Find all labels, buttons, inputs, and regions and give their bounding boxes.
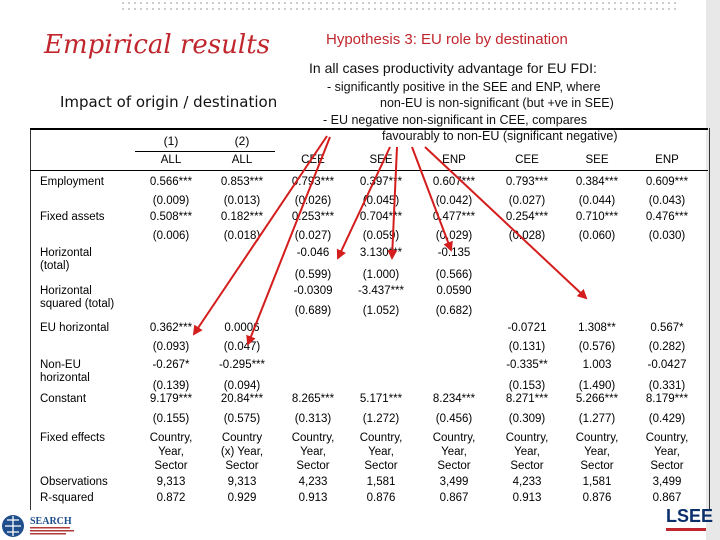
- row-label: EU horizontal: [40, 322, 110, 334]
- table-cell: 0.254***: [505, 211, 549, 223]
- bullet-1-line-1: - significantly positive in the SEE and ENP, where: [327, 80, 601, 94]
- table-cell: (1.000): [362, 269, 400, 281]
- table-cell: 9,313: [227, 476, 257, 488]
- table-cell: (0.599): [294, 269, 332, 281]
- arrow-to-horizontal-see: [392, 147, 397, 258]
- table-cell: (0.093): [152, 341, 190, 353]
- table-cell: (0.029): [435, 230, 473, 242]
- table-cell: Sector: [437, 460, 471, 472]
- table-cell: Year,: [654, 446, 680, 458]
- table-cell: 1,581: [366, 476, 396, 488]
- table-cell: Country,: [359, 432, 403, 444]
- arrow-to-horizontal-enp: [412, 147, 451, 250]
- lsee-logo-text: LSEE: [666, 506, 714, 526]
- table-cell: 0.384***: [575, 176, 619, 188]
- table-cell: 0.567*: [650, 322, 684, 334]
- row-label: Horizontal: [40, 285, 92, 297]
- table-cell: (0.456): [435, 413, 473, 425]
- table-cell: (0.006): [152, 230, 190, 242]
- row-label: Fixed assets: [40, 211, 105, 223]
- table-cell: (1.277): [578, 413, 616, 425]
- column-header-8: ENP: [655, 154, 679, 166]
- table-cell: (0.059): [362, 230, 400, 242]
- table-cell: -0.0721: [507, 322, 547, 334]
- table-cell: 0.476***: [645, 211, 689, 223]
- table-cell: 0.253***: [291, 211, 335, 223]
- table-cell: -0.335**: [506, 359, 548, 371]
- table-cell: 0.867: [439, 492, 469, 504]
- table-cell: -0.135: [437, 247, 471, 259]
- table-cell: (0.013): [223, 195, 261, 207]
- row-label: Employment: [40, 176, 104, 188]
- table-cell: 0.853***: [220, 176, 264, 188]
- table-cell: 5.266***: [575, 393, 619, 405]
- slide-title: Empirical results: [44, 30, 270, 60]
- table-cell: 0.867: [652, 492, 682, 504]
- row-label: Observations: [40, 476, 108, 488]
- search-logo-text: SEARCH: [30, 516, 72, 527]
- table-cell: 9,313: [156, 476, 186, 488]
- table-cell: (0.309): [508, 413, 546, 425]
- table-cell: (0.043): [648, 195, 686, 207]
- hypothesis-intro: In all cases productivity advantage for EU FDI:: [309, 60, 597, 76]
- table-cell: (0.028): [508, 230, 546, 242]
- table-cell: 0.710***: [575, 211, 619, 223]
- table-cell: 0.182***: [220, 211, 264, 223]
- arrow-to-eu-horizontal-all-2: [248, 137, 333, 344]
- table-cell: 0.913: [298, 492, 328, 504]
- table-cell: Year,: [300, 446, 326, 458]
- table-cell: 8.179***: [645, 393, 689, 405]
- table-cell: Sector: [225, 460, 259, 472]
- column-header-4: SEE: [369, 154, 393, 166]
- table-cell: -3.437***: [357, 285, 405, 297]
- table-cell: Country,: [645, 432, 689, 444]
- table-cell: 0.704***: [359, 211, 403, 223]
- table-cell: 3.130***: [359, 247, 403, 259]
- arrow-to-eu-horizontal-all: [194, 136, 327, 334]
- table-cell: 0.566***: [149, 176, 193, 188]
- table-cell: 4,233: [298, 476, 328, 488]
- table-cell: 0.0006: [224, 322, 260, 334]
- table-cell: Country,: [149, 432, 193, 444]
- table-cell: Country,: [291, 432, 335, 444]
- column-header-1: ALL: [160, 154, 182, 166]
- table-cell: (0.282): [648, 341, 686, 353]
- table-cell: (0.682): [435, 305, 473, 317]
- table-cell: (1.052): [362, 305, 400, 317]
- row-label: R-squared: [40, 492, 94, 504]
- table-cell: -0.267*: [152, 359, 190, 371]
- table-cell: 0.913: [512, 492, 542, 504]
- table-cell: 0.607***: [432, 176, 476, 188]
- table-cell: 1.308**: [578, 322, 616, 334]
- table-cell: (0.042): [435, 195, 473, 207]
- table-cell: -0.0427: [647, 359, 687, 371]
- table-cell: Year,: [514, 446, 540, 458]
- table-cell: (0.131): [508, 341, 546, 353]
- table-cell: (0.018): [223, 230, 261, 242]
- table-cell: (0.575): [223, 413, 261, 425]
- bullet-2-line-1: - EU negative non-significant in CEE, compares: [323, 113, 588, 127]
- table-cell: Sector: [364, 460, 398, 472]
- column-header-6: CEE: [515, 154, 539, 166]
- lsee-logo: [666, 506, 714, 536]
- slide-subtitle: Impact of origin / destination: [60, 93, 278, 111]
- table-cell: Sector: [580, 460, 614, 472]
- table-cell: (1.490): [578, 380, 616, 392]
- table-cell: 0.793***: [291, 176, 335, 188]
- row-label: squared (total): [40, 298, 115, 310]
- table-cell: 0.508***: [149, 211, 193, 223]
- column-header-2: ALL: [231, 154, 253, 166]
- column-header-3: CEE: [301, 154, 325, 166]
- table-cell: Year,: [441, 446, 467, 458]
- table-cell: 0.793***: [505, 176, 549, 188]
- table-cell: (0.030): [648, 230, 686, 242]
- column-header-7: SEE: [585, 154, 609, 166]
- table-cell: (0.009): [152, 195, 190, 207]
- table-cell: 8.234***: [432, 393, 476, 405]
- table-cell: 0.0590: [436, 285, 472, 297]
- search-project-logo: [0, 512, 120, 540]
- table-cell: 0.876: [366, 492, 396, 504]
- table-cell: (0.139): [152, 380, 190, 392]
- table-cell: (0.429): [648, 413, 686, 425]
- table-cell: 0.929: [227, 492, 257, 504]
- hypothesis-title: Hypothesis 3: EU role by destination: [326, 31, 568, 48]
- table-cell: -0.295***: [218, 359, 266, 371]
- table-cell: (0.313): [294, 413, 332, 425]
- table-cell: (0.689): [294, 305, 332, 317]
- row-label: horizontal: [40, 372, 90, 384]
- column-header-5: ENP: [442, 154, 466, 166]
- table-cell: Sector: [296, 460, 330, 472]
- table-cell: 5.171***: [359, 393, 403, 405]
- table-cell: (0.153): [508, 380, 546, 392]
- table-cell: (0.331): [648, 380, 686, 392]
- table-cell: Year,: [158, 446, 184, 458]
- table-cell: 3,499: [652, 476, 682, 488]
- row-label: Constant: [40, 393, 87, 405]
- table-cell: 8.271***: [505, 393, 549, 405]
- table-cell: Year,: [584, 446, 610, 458]
- table-cell: Country,: [505, 432, 549, 444]
- table-cell: 0.876: [582, 492, 612, 504]
- arrow-to-horizontal-cee: [338, 147, 393, 258]
- table-cell: 3,499: [439, 476, 469, 488]
- table-cell: 0.609***: [645, 176, 689, 188]
- table-cell: Sector: [510, 460, 544, 472]
- table-cell: (1.272): [362, 413, 400, 425]
- table-cell: 0.477***: [432, 211, 476, 223]
- table-cell: 1.003: [582, 359, 612, 371]
- table-cell: Sector: [650, 460, 684, 472]
- table-cell: 8.265***: [291, 393, 335, 405]
- bullet-2-line-2: favourably to non-EU (significant negative): [382, 129, 618, 143]
- table-cell: (0.027): [294, 230, 332, 242]
- table-cell: Country,: [575, 432, 619, 444]
- table-cell: -0.046: [296, 247, 330, 259]
- table-cell: Country: [221, 432, 263, 444]
- row-label: Horizontal: [40, 247, 92, 259]
- table-cell: (0.060): [578, 230, 616, 242]
- table-cell: Country,: [432, 432, 476, 444]
- table-cell: (0.155): [152, 413, 190, 425]
- arrow-to-eu-horizontal-see: [425, 147, 586, 298]
- table-cell: 0.362***: [149, 322, 193, 334]
- row-label: Non-EU: [40, 359, 81, 371]
- table-cell: (0.044): [578, 195, 616, 207]
- table-cell: 0.397***: [359, 176, 403, 188]
- table-cell: (0.026): [294, 195, 332, 207]
- table-cell: 9.179***: [149, 393, 193, 405]
- table-cell: -0.0309: [293, 285, 333, 297]
- row-label: Fixed effects: [40, 432, 105, 444]
- table-cell: (0.094): [223, 380, 261, 392]
- column-number-1: (1): [163, 134, 179, 148]
- table-cell: (0.047): [223, 341, 261, 353]
- column-number-2: (2): [234, 134, 250, 148]
- table-cell: 4,233: [512, 476, 542, 488]
- table-cell: Sector: [154, 460, 188, 472]
- table-cell: (0.045): [362, 195, 400, 207]
- table-cell: (x) Year,: [220, 446, 264, 458]
- table-cell: (0.576): [578, 341, 616, 353]
- table-cell: Year,: [368, 446, 394, 458]
- table-cell: 1,581: [582, 476, 612, 488]
- table-cell: 0.872: [156, 492, 186, 504]
- table-cell: 20.84***: [220, 393, 264, 405]
- bullet-1-line-2: non-EU is non-significant (but +ve in SEE): [380, 96, 614, 110]
- row-label: (total): [40, 260, 70, 272]
- table-cell: (0.566): [435, 269, 473, 281]
- table-cell: (0.027): [508, 195, 546, 207]
